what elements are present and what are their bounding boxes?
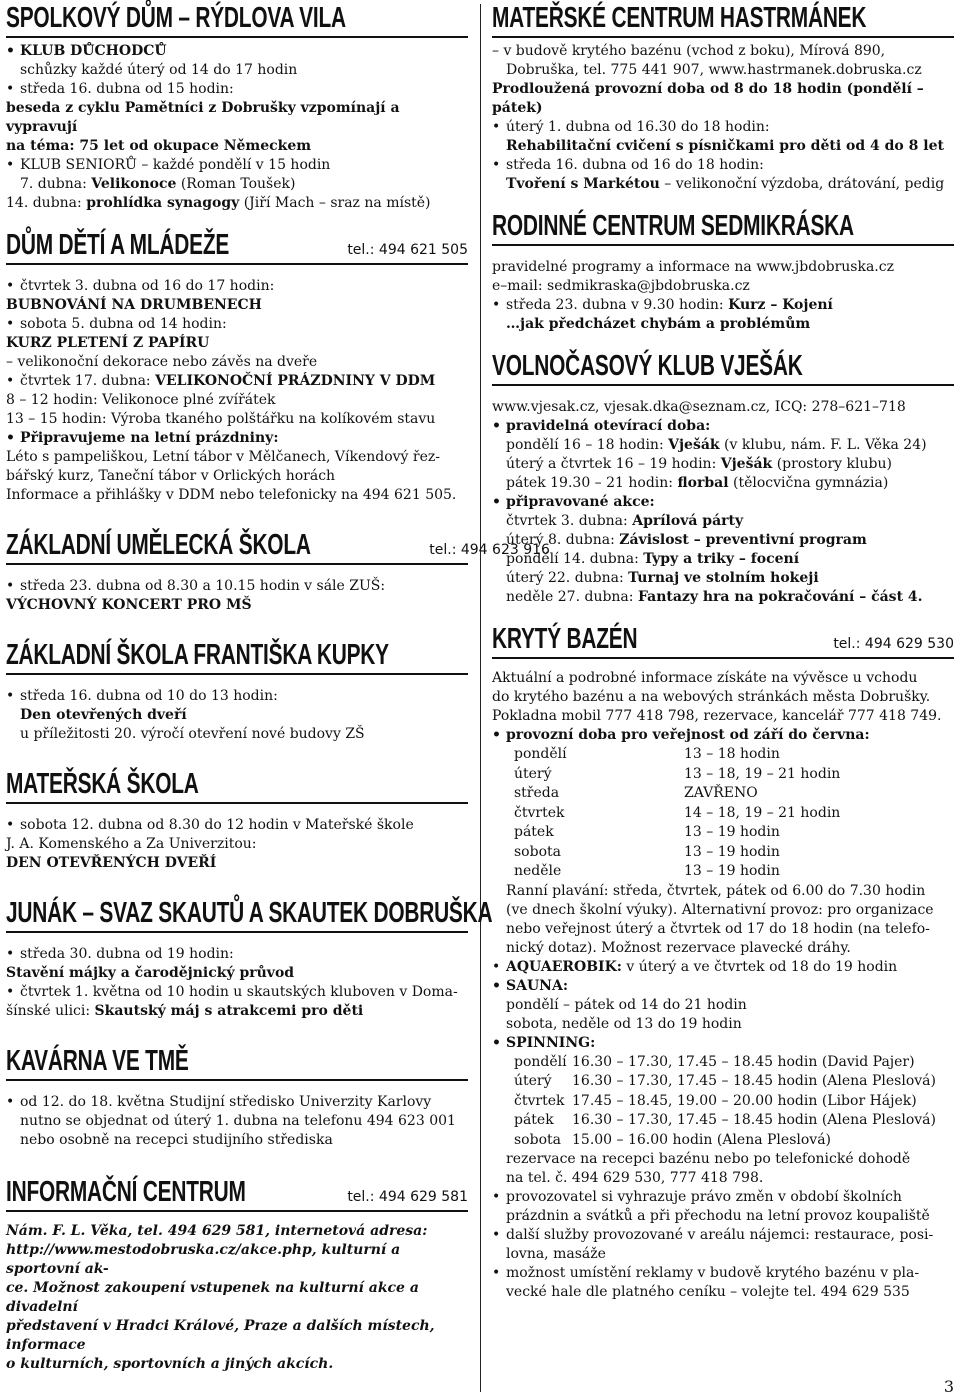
section-title: KAVÁRNA VE TMĚ xyxy=(6,1045,189,1077)
section-list xyxy=(492,1188,954,1302)
text-line: – v budově krytého bazénu (vchod z boku), Mírová 890, xyxy=(492,43,886,59)
section-list xyxy=(6,816,468,873)
section-phone: tel.: 494 621 505 xyxy=(347,242,468,258)
section-list xyxy=(6,1093,468,1150)
section-body xyxy=(492,669,954,1302)
table-row xyxy=(492,1092,954,1112)
table-row xyxy=(492,745,954,765)
list-text: úterý 8. dubna: Závislost – preventivní program xyxy=(506,532,867,548)
list-item: • připravované akce: xyxy=(492,493,954,512)
list-item: • provozní doba pro veřejnost od září do června: xyxy=(492,726,954,745)
time-cell: 13 – 18 hodin xyxy=(684,746,780,762)
section-header xyxy=(6,229,468,265)
table-row xyxy=(492,862,954,882)
list-text: úterý 22. dubna: Turnaj ve stolním hokeji xyxy=(506,570,819,586)
table-row xyxy=(492,843,954,863)
list-text: úterý a čtvrtek 16 – 19 hodin: Vješák (prostory klubu) xyxy=(506,456,892,472)
time-cell: 13 – 19 hodin xyxy=(684,863,780,879)
column-divider xyxy=(480,4,481,1392)
list-text: beseda z cyklu Pamětníci z Dobrušky vzpomínají a vypravují xyxy=(6,100,400,135)
day-cell: čtvrtek xyxy=(514,1092,565,1109)
list-item: • středa 16. dubna od 10 do 13 hodin: xyxy=(6,687,468,706)
section-title: VOLNOČASOVÝ KLUB VJEŠÁK xyxy=(492,350,803,382)
section-body xyxy=(492,398,954,607)
list-item: • od 12. do 18. května Studijní středisko Univerzity Karlovy xyxy=(6,1093,468,1112)
time-cell: 13 – 19 hodin xyxy=(684,824,780,840)
list-item: • pravidelná otevírací doba: xyxy=(492,417,954,436)
section-list xyxy=(492,958,954,1053)
list-text: lovna, masáže xyxy=(506,1246,606,1262)
section-title: ZÁKLADNÍ ŠKOLA FRANTIŠKA KUPKY xyxy=(6,639,389,671)
info-line: o kulturních, sportovních a jiných akcích. xyxy=(6,1356,334,1372)
section-list xyxy=(492,417,954,607)
list-item: • středa 23. dubna v 9.30 hodin: Kurz – Kojení xyxy=(492,296,954,315)
list-text: Léto s pampeliškou, Letní tábor v Mělčanech, Víkendový řez- xyxy=(6,449,440,465)
list-text: 7. dubna: Velikonoce (Roman Toušek) xyxy=(20,176,296,192)
list-text: sobota, neděle od 13 do 19 hodin xyxy=(506,1015,742,1032)
list-text: Tvoření s Markétou – velikonoční výzdoba, drátování, pedig xyxy=(506,176,945,192)
section-header xyxy=(6,529,550,565)
section-header xyxy=(492,350,954,386)
list-item: • středa 16. dubna od 15 hodin: xyxy=(6,80,468,99)
section-body xyxy=(492,258,954,334)
day-cell: pátek xyxy=(514,1112,554,1128)
list-text: nutno se objednat od úterý 1. dubna na telefonu 494 623 001 xyxy=(20,1113,456,1129)
section-title: MATEŘSKÉ CENTRUM HASTRMÁNEK xyxy=(492,2,867,34)
list-item: • další služby provozované v areálu nájemci: restaurace, posi- xyxy=(492,1226,954,1245)
section-phone: tel.: 494 623 916 xyxy=(429,542,550,558)
section-list xyxy=(6,577,468,615)
text-line: Ranní plavání: středa, čtvrtek, pátek od 6.00 do 7.30 hodin xyxy=(506,882,926,899)
section-body xyxy=(492,42,954,194)
section-list xyxy=(6,42,468,213)
list-text: na téma: 75 let od okupace Německem xyxy=(6,138,312,154)
section-title: KRYTÝ BAZÉN xyxy=(492,623,638,655)
section-header xyxy=(6,1045,468,1081)
list-text: neděle 27. dubna: Fantazy hra na pokračování – část 4. xyxy=(506,589,923,605)
list-text: Den otevřených dveří xyxy=(20,707,187,723)
table-row xyxy=(492,1053,954,1073)
text-line: (ve dnech školní výuky). Alternativní provoz: pro organizace xyxy=(506,901,934,918)
section-title: MATEŘSKÁ ŠKOLA xyxy=(6,768,199,800)
text-line: www.vjesak.cz, vjesak.dka@seznam.cz, ICQ: 278–621–718 xyxy=(492,399,906,415)
section-title: SPOLKOVÝ DŮM – RÝDLOVA VILA xyxy=(6,2,346,34)
day-cell: čtvrtek xyxy=(514,804,565,821)
text-line: na tel. č. 494 629 530, 777 418 798. xyxy=(506,1170,764,1186)
list-text: pondělí – pátek od 14 do 21 hodin xyxy=(506,996,747,1013)
list-text: KURZ PLETENÍ Z PAPÍRU xyxy=(6,335,210,351)
list-text: pátek 19.30 – 21 hodin: florbal (tělocvična gymnázia) xyxy=(506,475,889,491)
list-item: • čtvrtek 1. května od 10 hodin u skautských kluboven v Doma- xyxy=(6,983,468,1002)
day-cell: pátek xyxy=(514,824,554,840)
list-text: 14. dubna: prohlídka synagogy (Jiří Mach – sraz na místě) xyxy=(6,195,431,211)
list-text: šínské ulici: Skautský máj s atrakcemi pro děti xyxy=(6,1003,364,1019)
section-title: JUNÁK – SVAZ SKAUTŮ A SKAUTEK DOBRUŠKA xyxy=(6,897,493,929)
text-line: nebo veřejnost úterý a čtvrtek od 17 do 18 hodin (na telefo- xyxy=(506,920,930,937)
info-line: Nám. F. L. Věka, tel. 494 629 581, internetová adresa: xyxy=(6,1223,428,1239)
section-list xyxy=(492,118,954,194)
list-item: • středa 30. dubna od 19 hodin: xyxy=(6,945,468,964)
list-text: J. A. Komenského a Za Univerzitou: xyxy=(6,836,257,852)
section-title: INFORMAČNÍ CENTRUM xyxy=(6,1176,246,1208)
list-item: • čtvrtek 3. dubna od 16 do 17 hodin: xyxy=(6,277,468,296)
day-cell: úterý xyxy=(514,1073,552,1089)
table-row xyxy=(492,804,954,824)
day-cell: neděle xyxy=(514,863,562,879)
section-title: RODINNÉ CENTRUM SEDMIKRÁSKA xyxy=(492,210,854,242)
table-row xyxy=(492,1072,954,1092)
section-header xyxy=(6,639,468,675)
info-line: ce. Možnost zakoupení vstupenek na kulturní akce a divadelní xyxy=(6,1280,419,1315)
list-text: prázdnin a svátků a při přechodu na letní provoz koupaliště xyxy=(506,1208,930,1224)
list-item: • provozovatel si vyhrazuje právo změn v období školních xyxy=(492,1188,954,1207)
section-header xyxy=(6,768,468,804)
day-cell: sobota xyxy=(514,843,561,860)
list-text: schůzky každé úterý od 14 do 17 hodin xyxy=(20,62,298,78)
section-header xyxy=(492,623,954,659)
list-text: Stavění májky a čarodějnický průvod xyxy=(6,965,295,981)
info-paragraph xyxy=(6,1222,468,1374)
table-row xyxy=(492,823,954,843)
section-title: DŮM DĚTÍ A MLÁDEŽE xyxy=(6,229,230,261)
list-text: Informace a přihlášky v DDM nebo telefonicky na 494 621 505. xyxy=(6,487,457,503)
text-line: pravidelné programy a informace na www.jbdobruska.cz xyxy=(492,259,894,275)
time-cell: 13 – 18, 19 – 21 hodin xyxy=(684,765,841,782)
time-cell: 13 – 19 hodin xyxy=(684,843,780,860)
list-text: – velikonoční dekorace nebo závěs na dveře xyxy=(6,354,318,370)
time-cell: 15.00 – 16.00 hodin (Alena Pleslová) xyxy=(572,1131,831,1148)
day-cell: pondělí xyxy=(514,1053,567,1070)
list-text: pondělí 14. dubna: Typy a triky – focení xyxy=(506,551,800,567)
section-list xyxy=(492,296,954,334)
section-phone: tel.: 494 629 581 xyxy=(347,1189,468,1205)
list-text: Rehabilitační cvičení s písničkami pro děti od 4 do 8 let xyxy=(506,138,944,154)
section-header xyxy=(492,2,954,38)
time-cell: 16.30 – 17.30, 17.45 – 18.45 hodin (David Pajer) xyxy=(572,1053,915,1070)
list-text: nebo osobně na recepci studijního střediska xyxy=(20,1132,333,1148)
section-list xyxy=(6,687,468,744)
list-text: VÝCHOVNÝ KONCERT PRO MŠ xyxy=(6,597,252,613)
day-cell: středa xyxy=(514,785,560,801)
list-item: • SAUNA: xyxy=(492,977,954,996)
section-list xyxy=(492,726,954,745)
list-item: • KLUB DŮCHODCŮ xyxy=(6,42,468,61)
section-list xyxy=(6,277,468,505)
info-line: http://www.mestodobruska.cz/akce.php, kulturní a sportovní ak- xyxy=(6,1242,401,1277)
list-item: • AQUAEROBIK: v úterý a ve čtvrtek od 18 do 19 hodin xyxy=(492,958,954,977)
time-cell: 17.45 – 18.45, 19.00 – 20.00 hodin (Libor Hájek) xyxy=(572,1092,917,1109)
text-line: Prodloužená provozní doba od 8 do 18 hodin (pondělí – pátek) xyxy=(492,81,924,116)
text-line: Aktuální a podrobné informace získáte na vývěsce u vchodu xyxy=(492,670,918,686)
day-cell: sobota xyxy=(514,1131,561,1148)
text-line: rezervace na recepci bazénu nebo po telefonické dohodě xyxy=(506,1151,911,1167)
list-text: BUBNOVÁNÍ NA DRUMBENECH xyxy=(6,297,262,313)
section-header xyxy=(6,897,493,933)
list-text: vecké hale dle platného ceníku – volejte tel. 494 629 535 xyxy=(506,1284,910,1300)
list-item: • KLUB SENIORŮ – každé pondělí v 15 hodin xyxy=(6,156,468,175)
list-item: • středa 23. dubna od 8.30 a 10.15 hodin v sále ZUŠ: xyxy=(6,577,468,596)
table-row xyxy=(492,1111,954,1131)
right-column xyxy=(492,0,954,1302)
list-item: • středa 16. dubna od 16 do 18 hodin: xyxy=(492,156,954,175)
section-title: ZÁKLADNÍ UMĚLECKÁ ŠKOLA xyxy=(6,529,311,561)
info-line: představení v Hradci Králové, Praze a dalších místech, informace xyxy=(6,1318,435,1353)
list-text: čtvrtek 3. dubna: Aprílová párty xyxy=(506,513,744,529)
text-line: Pokladna mobil 777 418 798, rezervace, kancelář 777 418 749. xyxy=(492,708,942,724)
list-item: • sobota 12. dubna od 8.30 do 12 hodin v Mateřské škole xyxy=(6,816,468,835)
section-phone: tel.: 494 629 530 xyxy=(833,636,954,652)
day-cell: pondělí xyxy=(514,746,567,762)
text-line: e–mail: sedmikraska@jbdobruska.cz xyxy=(492,278,750,294)
section-header xyxy=(6,2,468,38)
list-text: …jak předcházet chybám a problémům xyxy=(506,316,811,332)
section-header xyxy=(6,1176,468,1212)
list-text: DEN OTEVŘENÝCH DVEŘÍ xyxy=(6,855,217,871)
list-text: u příležitosti 20. výročí otevření nové budovy ZŠ xyxy=(20,726,365,742)
list-item: • Připravujeme na letní prázdniny: xyxy=(6,429,468,448)
time-cell: ZAVŘENO xyxy=(684,785,758,801)
text-line: Dobruška, tel. 775 441 907, www.hastrmanek.dobruska.cz xyxy=(506,62,922,78)
list-item: • úterý 1. dubna od 16.30 do 18 hodin: xyxy=(492,118,954,137)
list-text: pondělí 16 – 18 hodin: Vješák (v klubu, nám. F. L. Věka 24) xyxy=(506,437,927,453)
day-cell: úterý xyxy=(514,765,552,782)
time-cell: 16.30 – 17.30, 17.45 – 18.45 hodin (Alena Pleslová) xyxy=(572,1073,936,1089)
table-row xyxy=(492,1131,954,1151)
table-row xyxy=(492,765,954,785)
text-line: do krytého bazénu a na webových stránkách města Dobrušky. xyxy=(492,689,931,705)
spinning-schedule xyxy=(492,1053,954,1151)
list-item: • čtvrtek 17. dubna: VELIKONOČNÍ PRÁZDNINY V DDM xyxy=(6,372,468,391)
list-item: • SPINNING: xyxy=(492,1034,954,1053)
section-header xyxy=(492,210,954,246)
time-cell: 14 – 18, 19 – 21 hodin xyxy=(684,804,841,821)
list-text: 13 – 15 hodin: Výroba tkaného polštářku na kolíkovém stavu xyxy=(6,411,436,427)
text-line: nický dotaz). Možnost rezervace plavecké dráhy. xyxy=(506,939,851,956)
page-number: 3 xyxy=(943,1377,954,1396)
opening-hours-table xyxy=(492,745,954,882)
list-item: • možnost umístění reklamy v budově krytého bazénu v pla- xyxy=(492,1264,954,1283)
section-list xyxy=(6,945,468,1021)
list-item: • sobota 5. dubna od 14 hodin: xyxy=(6,315,468,334)
time-cell: 16.30 – 17.30, 17.45 – 18.45 hodin (Alena Pleslová) xyxy=(572,1112,936,1128)
table-row xyxy=(492,784,954,804)
list-text: bářský kurz, Taneční tábor v Orlických horách xyxy=(6,468,336,484)
list-text: 8 – 12 hodin: Velikonoce plné zvířátek xyxy=(6,392,276,408)
